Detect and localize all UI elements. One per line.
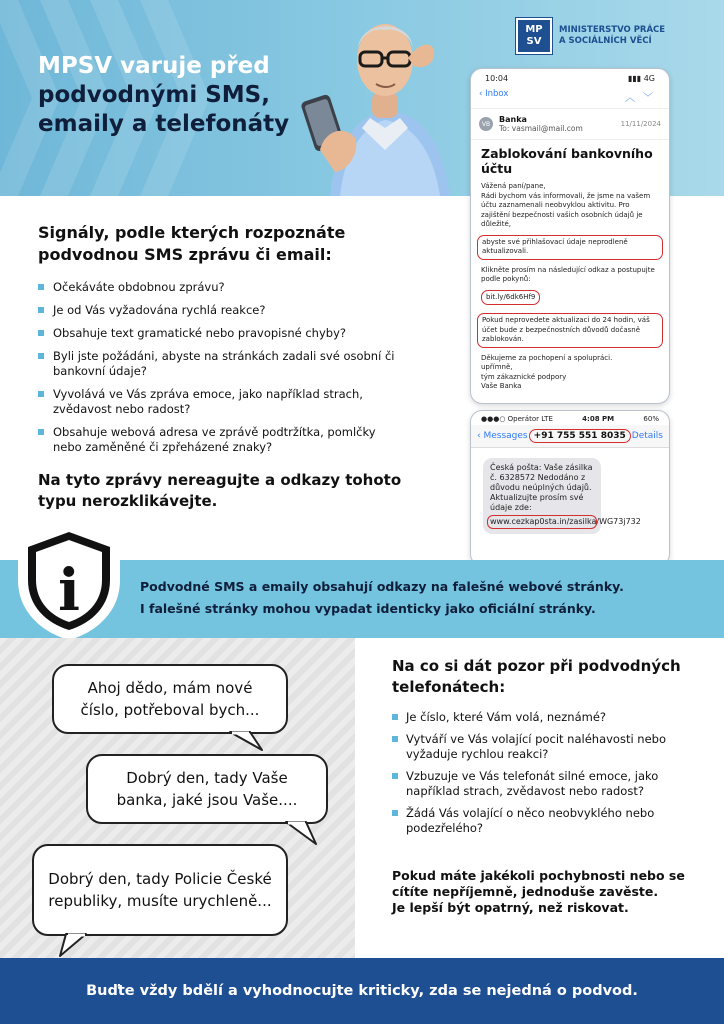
list-item: Žádá Vás volající o něco neobvyklého nebo podezřelého? xyxy=(392,806,702,836)
calls-advice xyxy=(392,868,692,916)
info-line-1: Podvodné SMS a emaily obsahují odkazy na falešné webové stránky. xyxy=(140,579,624,594)
speech-bubble-text: Dobrý den, tady Policie České republiky, musíte urychleně... xyxy=(48,870,272,910)
info-glyph: i xyxy=(57,556,81,624)
phone-scam-section xyxy=(372,638,724,958)
calls-title: Na co si dát pozor při podvodných telefonátech: xyxy=(392,657,681,696)
status-time: 4:08 PM xyxy=(582,415,615,423)
email-signature: tým zákaznické podpory xyxy=(481,372,567,381)
sms-nav-bar xyxy=(471,425,669,448)
status-carrier: ●●●○ Operátor LTE xyxy=(481,415,553,423)
mpsv-logo-text xyxy=(559,25,679,47)
email-phishing-link: bit.ly/6dk6Hf9 xyxy=(481,290,540,306)
status-bar xyxy=(471,411,669,425)
sms-email-signals-section xyxy=(0,196,445,548)
speech-bubble-text: Ahoj dědo, mám nové číslo, potřeboval bych... xyxy=(80,679,260,719)
info-line-2: I falešné stránky mohou vypadat identicky jako oficiální stránky. xyxy=(140,601,596,616)
status-time: 10:04 xyxy=(485,74,509,83)
email-paragraph: Rádi bychom vás informovali, že jsme na vašem účtu zaznamenali neobvyklou aktivitu. Pro zajištění bezpečnosti vašich osobních údajů je důležité, xyxy=(481,191,651,228)
logo-text-line-1: MINISTERSTVO PRÁCE xyxy=(559,25,666,35)
email-paragraph: Klikněte prosím na následující odkaz a postupujte podle pokynů: xyxy=(481,265,655,283)
email-highlight-deadline: Pokud neprovedete aktualizaci do 24 hodin, váš účet bude z bezpečnostních důvodů dočasně zablokován. xyxy=(477,313,663,348)
signals-list xyxy=(38,280,400,463)
sms-phishing-link: www.cezkap0sta.in/zasilka/WG73j732 xyxy=(487,515,597,529)
battery-indicator: 60% xyxy=(643,415,659,423)
email-signature: Vaše Banka xyxy=(481,382,522,390)
list-item: Obsahuje text gramatické nebo pravopisné chyby? xyxy=(38,326,400,341)
email-sender-name: Banka xyxy=(499,115,527,124)
email-signature: upřímně, xyxy=(481,363,513,371)
signals-warning: Na tyto zprávy nereagujte a odkazy tohoto typu nerozklikávejte. xyxy=(38,471,402,510)
email-highlight-credentials: abyste své přihlašovací údaje neprodleně aktualizovali. xyxy=(477,235,663,260)
list-item: Je od Vás vyžadována rychlá reakce? xyxy=(38,303,400,318)
speech-bubble-text: Dobrý den, tady Vaše banka, jaké jsou Vaše.... xyxy=(116,769,298,809)
speech-bubble xyxy=(52,664,288,734)
headline-line-2: podvodnými SMS, xyxy=(38,82,270,108)
headline-line-1: MPSV varuje před xyxy=(38,53,270,79)
headline-line-3: emaily a telefonáty xyxy=(38,111,290,137)
email-recipient: To: vasmail@mail.com xyxy=(499,124,583,133)
shield-info-icon xyxy=(14,520,124,642)
speech-bubble xyxy=(86,754,328,824)
signal-icon: ▮▮▮ 4G xyxy=(627,74,655,83)
list-item: Byli jste požádáni, abyste na stránkách zadali své osobní či bankovní údaje? xyxy=(38,349,400,379)
mpsv-logo xyxy=(516,18,679,54)
logo-text-line-2: A SOCIÁLNÍCH VĚCÍ xyxy=(559,36,652,46)
signals-title: Signály, podle kterých rozpoznáte podvodnou SMS zprávu či email: xyxy=(38,223,346,264)
email-sender-row xyxy=(471,109,669,140)
status-bar xyxy=(471,69,669,85)
page-title xyxy=(38,52,328,139)
email-greeting: Vážená paní/pane, xyxy=(481,182,546,190)
man-with-phone-illustration xyxy=(300,0,470,196)
calls-list xyxy=(392,710,702,843)
mail-nav-bar xyxy=(471,85,669,109)
list-item: Očekáváte obdobnou zprávu? xyxy=(38,280,400,295)
sms-message-bubble xyxy=(483,458,641,534)
list-item: Vyvolává ve Vás zpráva emoce, jako například strach, zvědavost nebo radost? xyxy=(38,387,400,417)
email-thanks: Děkujeme za pochopení a spolupráci. xyxy=(481,353,613,362)
info-text xyxy=(140,576,710,620)
email-date: 11/11/2024 xyxy=(620,120,661,128)
list-item: Je číslo, které Vám volá, neznámé? xyxy=(392,710,702,725)
mail-nav-arrows: ︿﹀ xyxy=(625,93,661,104)
calls-advice-2: Je lepší být opatrný, než riskovat. xyxy=(392,900,629,915)
list-item: Vytváří ve Vás volající pocit naléhavosti nebo vyžaduje rychlou reakci? xyxy=(392,732,702,762)
email-phone-mockup xyxy=(470,68,670,404)
sms-details-link: Details xyxy=(631,431,663,441)
inbox-back-link: ‹ Inbox xyxy=(479,89,509,99)
sms-phone-mockup xyxy=(470,410,670,566)
email-body xyxy=(471,180,669,399)
scam-call-examples xyxy=(0,638,355,958)
messages-back-link: ‹ Messages xyxy=(477,431,528,441)
calls-advice-1: Pokud máte jakékoli pochybnosti nebo se cítíte nepříjemně, jednoduše zavěste. xyxy=(392,868,685,899)
sms-sender-number: +91 755 551 8035 xyxy=(529,429,631,443)
list-item: Obsahuje webová adresa ve zprávě podtržítka, pomlčky nebo zaměněné či zpřeházené znaky? xyxy=(38,425,400,455)
footer-banner xyxy=(0,958,724,1024)
email-subject: Zablokování bankovního účtu xyxy=(481,146,653,176)
mpsv-logo-mark xyxy=(516,18,552,54)
logo-mark-bottom: SV xyxy=(526,36,542,47)
sms-message-text: Česká pošta: Vaše zásilka č. 6328572 Nedodáno z důvodu neúplných údajů. Aktualizujte prosím své údaje zde: xyxy=(490,463,593,512)
speech-bubble xyxy=(32,844,288,936)
avatar: VB xyxy=(479,117,493,131)
footer-text: Buďte vždy bdělí a vyhodnocujte kriticky, zda se nejedná o podvod. xyxy=(86,983,638,999)
logo-mark-top: MP xyxy=(525,24,543,35)
list-item: Vzbuzuje ve Vás telefonát silné emoce, jako například strach, zvědavost nebo radost? xyxy=(392,769,702,799)
